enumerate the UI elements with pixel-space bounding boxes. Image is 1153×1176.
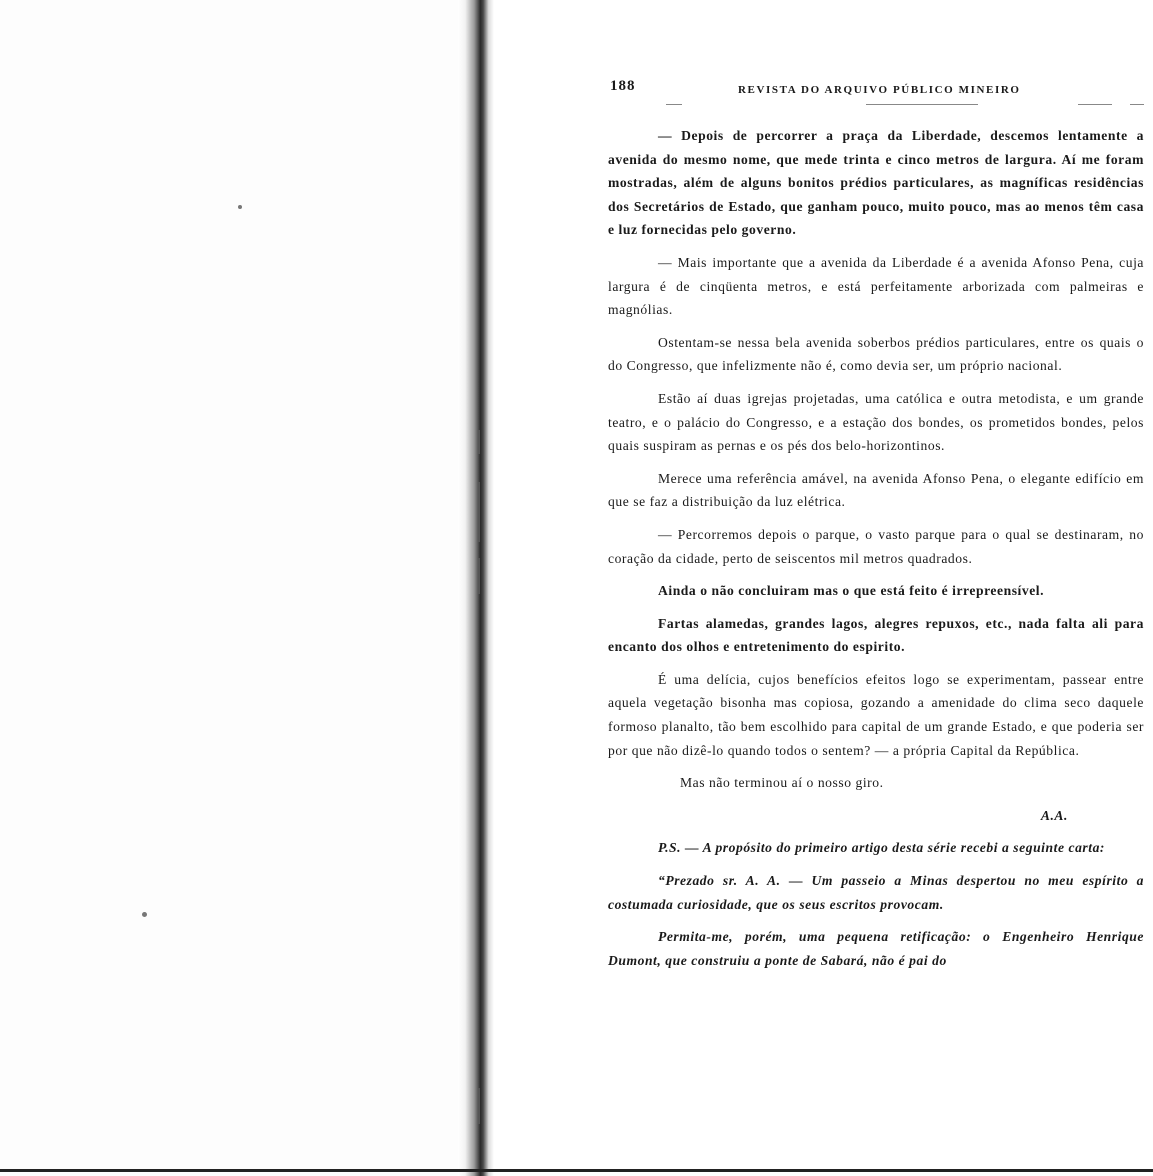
paragraph: Ainda o não concluiram mas o que está feito é irrepreensível.: [658, 583, 1045, 599]
paragraph: É uma delícia, cujos benefícios efeitos logo se experimentam, passear entre aquela vegetação bisonha mas copiosa, gozando a amenidade do clima seco daquele formoso planalto, tão bem escolhido para capital de um grande Estado, e que poderia ser por que não dizê-lo quando todos o sentem? — a própria Capital da República.: [608, 671, 1144, 758]
dust-speck: [142, 912, 147, 917]
signature: A.A.: [1040, 807, 1068, 823]
postscript-paragraph: “Prezado sr. A. A. — Um passeio a Minas despertou no meu espírito a costumada curiosidade, que os seus escritos provocam.: [608, 873, 1144, 912]
page-number: 188: [610, 78, 636, 94]
gutter-mark: [478, 482, 480, 542]
paragraph: — Depois de percorrer a praça da Liberdade, descemos lentamente a avenida do mesmo nome, que mede trinta e cinco metros de largura. Aí me foram mostradas, além de alguns bonitos prédios particulares, as magníficas residências dos Secretários de Estado, que ganham pouco, muito pouco, mas ao menos têm casa e luz fornecidas pelo governo.: [608, 128, 1144, 238]
gutter-mark: [478, 558, 480, 594]
book-gutter: [458, 0, 494, 1176]
header-rule: [666, 104, 682, 105]
header-rule: [866, 104, 978, 105]
gutter-mark: [478, 430, 480, 454]
running-title: REVISTA DO ARQUIVO PÚBLICO MINEIRO: [738, 84, 1021, 96]
page-bottom-edge: [0, 1169, 1153, 1172]
page-header: [608, 78, 1144, 104]
postscript-paragraph: Permita-me, porém, uma pequena retificação: o Engenheiro Henrique Dumont, que construiu a ponte de Sabará, não é pai do: [608, 929, 1144, 968]
printed-page: [608, 78, 1144, 968]
paragraph: Estão aí duas igrejas projetadas, uma católica e outra metodista, e um grande teatro, e o palácio do Congresso, e a estação dos bondes, os prometidos bondes, pelos quais suspiram as pernas e os pés dos belo-horizontinos.: [608, 390, 1144, 454]
paragraph: Ostentam-se nessa bela avenida soberbos prédios particulares, entre os quais o do Congresso, que infelizmente não é, como devia ser, um próprio nacional.: [608, 334, 1144, 374]
header-rule: [1130, 104, 1144, 105]
paragraph: Fartas alamedas, grandes lagos, alegres repuxos, etc., nada falta ali para encanto dos olhos e entretenimento do espirito.: [608, 615, 1144, 655]
gutter-mark: [478, 1088, 480, 1124]
blank-left-page: [0, 0, 462, 1176]
header-rule: [1078, 104, 1112, 105]
paragraph: Merece uma referência amável, na avenida Afonso Pena, o elegante edifício em que se faz a distribuição da luz elétrica.: [608, 470, 1144, 510]
paragraph: — Percorremos depois o parque, o vasto parque para o qual se destinaram, no coração da cidade, perto de seiscentos mil metros quadrados.: [608, 526, 1144, 566]
article-body: [608, 124, 1144, 981]
paragraph: — Mais importante que a avenida da Liberdade é a avenida Afonso Pena, cuja largura é de cinqüenta metros, e está perfeitamente arborizada com palmeiras e magnólias.: [608, 254, 1144, 318]
dust-speck: [238, 205, 242, 209]
paragraph: Mas não terminou aí o nosso giro.: [680, 775, 884, 791]
postscript-paragraph: P.S. — A propósito do primeiro artigo desta série recebi a seguinte carta:: [658, 840, 1106, 856]
